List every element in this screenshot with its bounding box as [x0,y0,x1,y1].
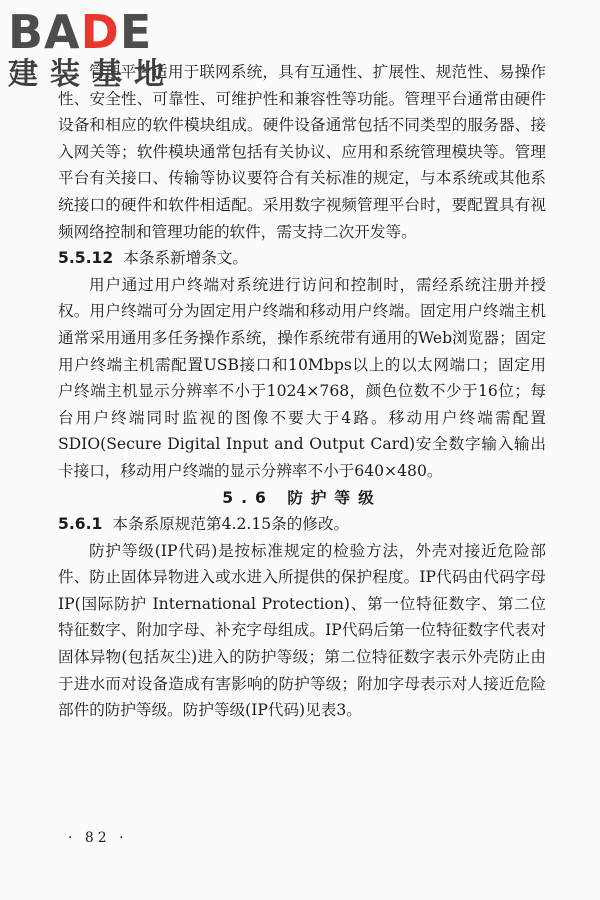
paragraph-user-terminal: 用户通过用户终端对系统进行访问和控制时，需经系统注册并授权。用户终端可分为固定用户终端和移动用户终端。固定用户终端主机通常采用通用多任务操作系统，操作系统带有通用的Web浏览器；固定用户终端主机需配置USB接口和10Mbps以上的以太网端口；固定用户终端主机显示分辨率不小于1024×768，颜色位数不少于16位；每台用户终端同时监视的图像不要大于4路。移动用户终端需配置SDIO(Secure Digital Input and Output Card)安全数字输入输出卡接口，移动用户终端的显示分辨率不小于640×480。 [58,275,546,480]
clause-5-6-1 [58,511,546,538]
paragraph-ip-code: 防护等级(IP代码)是按标准规定的检验方法，外壳对接近危险部件、防止固体异物进入或水进入所提供的保护程度。IP代码由代码字母IP(国际防护 International Protection)、第一位特征数字、第二位特征数字、附加字母、补充字母组成。IP代码后第一位特征数字代表对固体异物(包括灰尘)进入的防护等级；第二位特征数字表示外壳防止由于进水而对设备造成有害影响的防护等级；附加字母表示对人接近危险部件的防护等级。防护等级(IP代码)见表3。 [58,541,546,720]
page-number: · 82 · [68,830,128,846]
document-body [58,59,546,724]
bade-watermark-logo [8,6,178,94]
paragraph-management-platform: 管理平台适用于联网系统，具有互通性、扩展性、规范性、易操作性、安全性、可靠性、可维护性和兼容性等功能。管理平台通常由硬件设备和相应的软件模块组成。硬件设备通常包括不同类型的服务器、接入网关等；软件模块通常包括有关协议、应用和系统管理模块等。管理平台有关接口、传输等协议要符合有关标准的规定，与本系统或其他系统接口的硬件和软件相适配。采用数字视频管理平台时，要配置具有视频网络控制和管理功能的软件，需支持二次开发等。 [58,63,546,241]
clause-number: 5.5.12 [58,249,114,268]
clause-text: 本条系原规范第4.2.15条的修改。 [112,515,350,534]
clause-5-5-12 [58,245,546,272]
clause-text: 本条系新增条文。 [123,249,249,268]
clause-number: 5.6.1 [58,515,103,534]
section-heading: 5.6 防护等级 [222,488,382,507]
logo-wordmark: BADE [8,5,153,59]
logo-chinese-text: 建装基地 [8,57,176,92]
